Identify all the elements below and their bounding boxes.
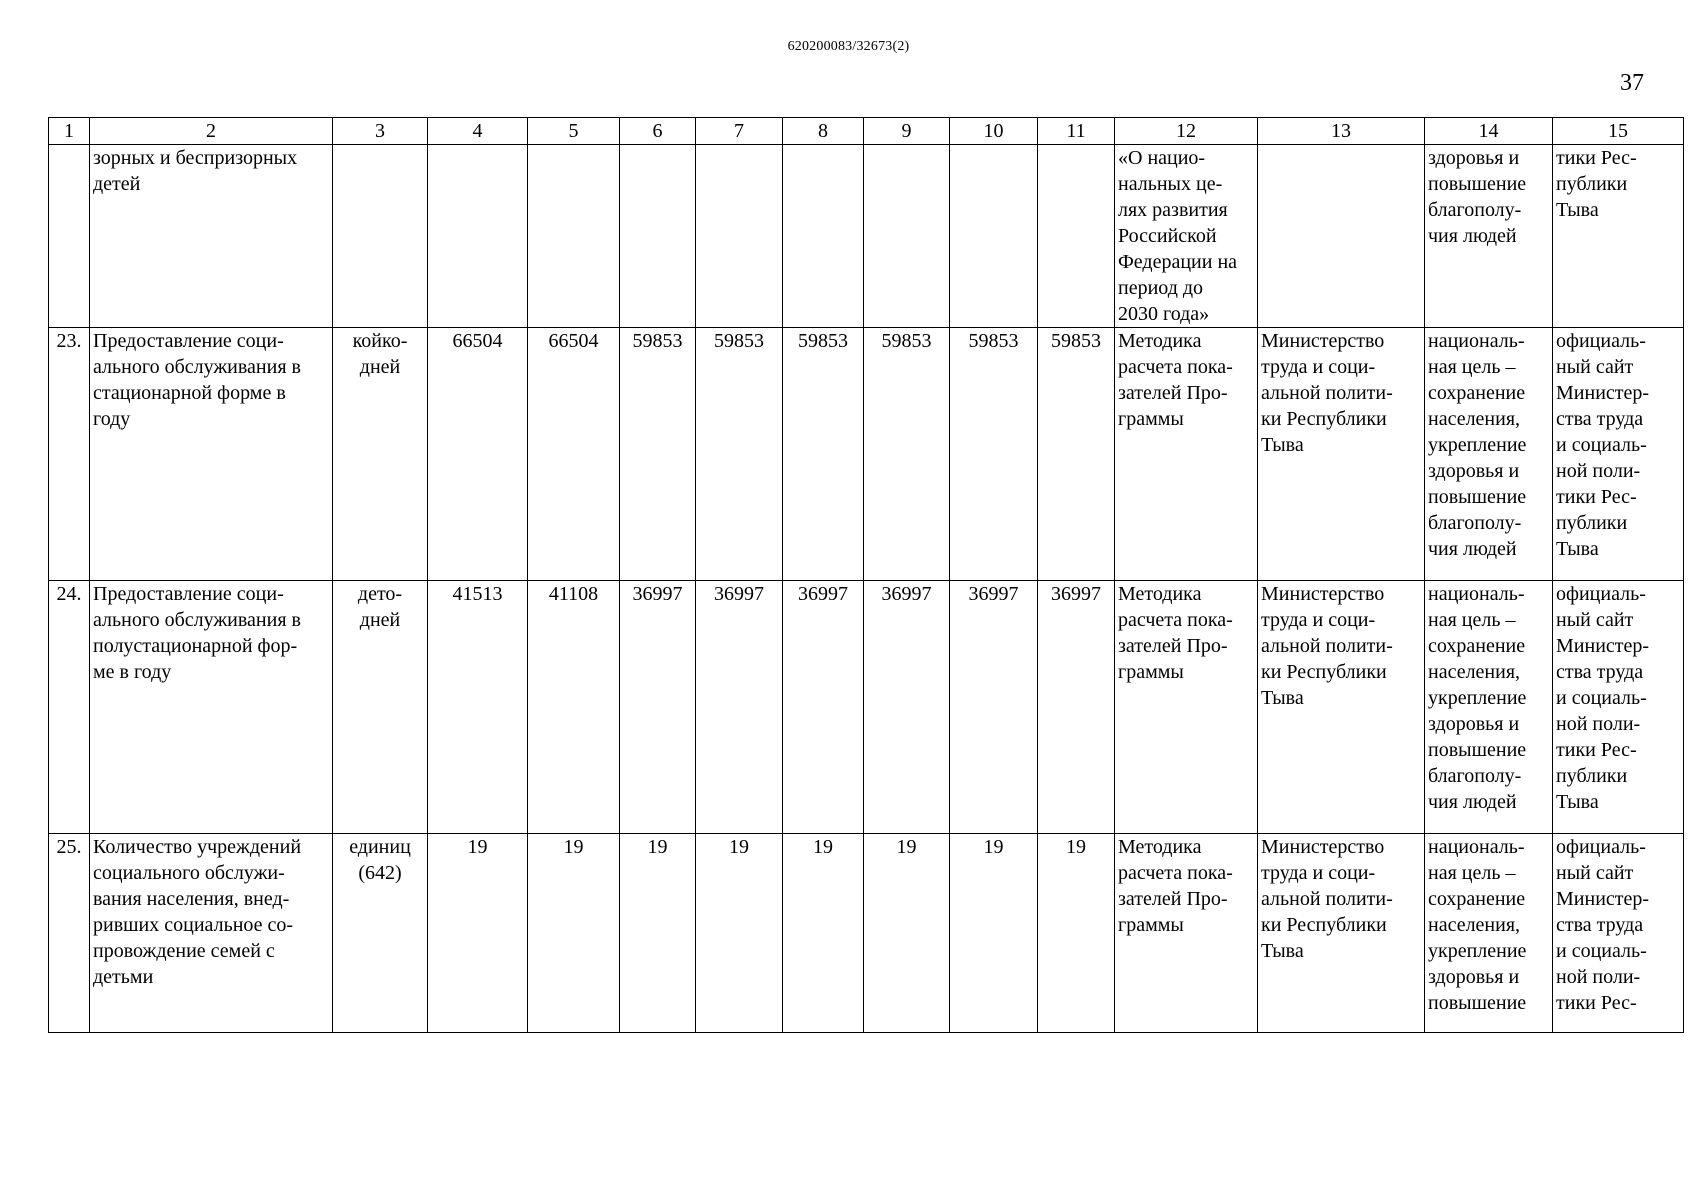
source-cell: тики Рес- публики Тыва bbox=[1553, 145, 1684, 328]
header-cell: 7 bbox=[696, 118, 783, 145]
indicator-name: Предоставление соци- ального обслуживания в полустационарной фор- ме в году bbox=[90, 581, 333, 834]
value-col-6: 59853 bbox=[620, 328, 696, 581]
header-cell: 12 bbox=[1115, 118, 1258, 145]
unit bbox=[333, 145, 428, 328]
value-col-10: 36997 bbox=[950, 581, 1038, 834]
value-col-5: 41108 bbox=[528, 581, 620, 834]
table-row bbox=[49, 328, 1684, 581]
value-col-4: 41513 bbox=[428, 581, 528, 834]
indicators-table bbox=[48, 117, 1684, 1033]
value-col-6: 19 bbox=[620, 834, 696, 1033]
value-col-9: 19 bbox=[864, 834, 950, 1033]
value-col-5: 66504 bbox=[528, 328, 620, 581]
value-col-6: 36997 bbox=[620, 581, 696, 834]
header-cell: 1 bbox=[49, 118, 90, 145]
responsible-cell: Министерство труда и соци- альной полити- ки Республики Тыва bbox=[1258, 834, 1425, 1033]
value-col-11: 19 bbox=[1038, 834, 1115, 1033]
indicator-name: Количество учреждений социального обслужи- вания населения, внед- ривших социальное со- провождение семей с детьми bbox=[90, 834, 333, 1033]
method-cell: «О нацио- нальных це- лях развития Российской Федерации на период до 2030 года» bbox=[1115, 145, 1258, 328]
value-col-7 bbox=[696, 145, 783, 328]
header-cell: 10 bbox=[950, 118, 1038, 145]
value-col-4: 19 bbox=[428, 834, 528, 1033]
indicator-name: Предоставление соци- ального обслуживания в стационарной форме в году bbox=[90, 328, 333, 581]
value-col-7: 36997 bbox=[696, 581, 783, 834]
table-row bbox=[49, 834, 1684, 1033]
value-col-4 bbox=[428, 145, 528, 328]
value-col-7: 19 bbox=[696, 834, 783, 1033]
value-col-10: 19 bbox=[950, 834, 1038, 1033]
header-cell: 4 bbox=[428, 118, 528, 145]
header-cell: 11 bbox=[1038, 118, 1115, 145]
header-cell: 14 bbox=[1425, 118, 1553, 145]
value-col-10: 59853 bbox=[950, 328, 1038, 581]
value-col-7: 59853 bbox=[696, 328, 783, 581]
value-col-8: 36997 bbox=[783, 581, 864, 834]
unit: койко- дней bbox=[333, 328, 428, 581]
goal-cell: националь- ная цель – сохранение населения, укрепление здоровья и повышение благополу- чия людей bbox=[1425, 328, 1553, 581]
header-cell: 8 bbox=[783, 118, 864, 145]
value-col-5: 19 bbox=[528, 834, 620, 1033]
value-col-5 bbox=[528, 145, 620, 328]
value-col-11: 36997 bbox=[1038, 581, 1115, 834]
header-row bbox=[49, 118, 1684, 145]
row-number: 24. bbox=[49, 581, 90, 834]
value-col-9: 36997 bbox=[864, 581, 950, 834]
header-cell: 6 bbox=[620, 118, 696, 145]
responsible-cell: Министерство труда и соци- альной полити- ки Республики Тыва bbox=[1258, 328, 1425, 581]
value-col-4: 66504 bbox=[428, 328, 528, 581]
responsible-cell bbox=[1258, 145, 1425, 328]
table-row bbox=[49, 581, 1684, 834]
page-number: 37 bbox=[1620, 70, 1644, 96]
unit: дето- дней bbox=[333, 581, 428, 834]
header-cell: 13 bbox=[1258, 118, 1425, 145]
value-col-8 bbox=[783, 145, 864, 328]
value-col-8: 59853 bbox=[783, 328, 864, 581]
header-cell: 9 bbox=[864, 118, 950, 145]
value-col-9 bbox=[864, 145, 950, 328]
header-cell: 15 bbox=[1553, 118, 1684, 145]
row-number: 23. bbox=[49, 328, 90, 581]
value-col-9: 59853 bbox=[864, 328, 950, 581]
row-number bbox=[49, 145, 90, 328]
value-col-11: 59853 bbox=[1038, 328, 1115, 581]
goal-cell: здоровья и повышение благополу- чия людей bbox=[1425, 145, 1553, 328]
source-cell: официаль- ный сайт Министер- ства труда и социаль- ной поли- тики Рес- публики Тыва bbox=[1553, 328, 1684, 581]
value-col-11 bbox=[1038, 145, 1115, 328]
goal-cell: националь- ная цель – сохранение населения, укрепление здоровья и повышение благополу- чия людей bbox=[1425, 581, 1553, 834]
unit: единиц (642) bbox=[333, 834, 428, 1033]
responsible-cell: Министерство труда и соци- альной полити- ки Республики Тыва bbox=[1258, 581, 1425, 834]
value-col-6 bbox=[620, 145, 696, 328]
method-cell: Методика расчета пока- зателей Про- граммы bbox=[1115, 834, 1258, 1033]
header-cell: 5 bbox=[528, 118, 620, 145]
method-cell: Методика расчета пока- зателей Про- граммы bbox=[1115, 581, 1258, 834]
header-cell: 2 bbox=[90, 118, 333, 145]
goal-cell: националь- ная цель – сохранение населения, укрепление здоровья и повышение bbox=[1425, 834, 1553, 1033]
row-number: 25. bbox=[49, 834, 90, 1033]
indicator-name: зорных и беспризорных детей bbox=[90, 145, 333, 328]
method-cell: Методика расчета пока- зателей Про- граммы bbox=[1115, 328, 1258, 581]
header-cell: 3 bbox=[333, 118, 428, 145]
source-cell: официаль- ный сайт Министер- ства труда и социаль- ной поли- тики Рес- bbox=[1553, 834, 1684, 1033]
value-col-8: 19 bbox=[783, 834, 864, 1033]
source-cell: официаль- ный сайт Министер- ства труда и социаль- ной поли- тики Рес- публики Тыва bbox=[1553, 581, 1684, 834]
value-col-10 bbox=[950, 145, 1038, 328]
table-row bbox=[49, 145, 1684, 328]
document-id: 620200083/32673(2) bbox=[787, 39, 910, 54]
